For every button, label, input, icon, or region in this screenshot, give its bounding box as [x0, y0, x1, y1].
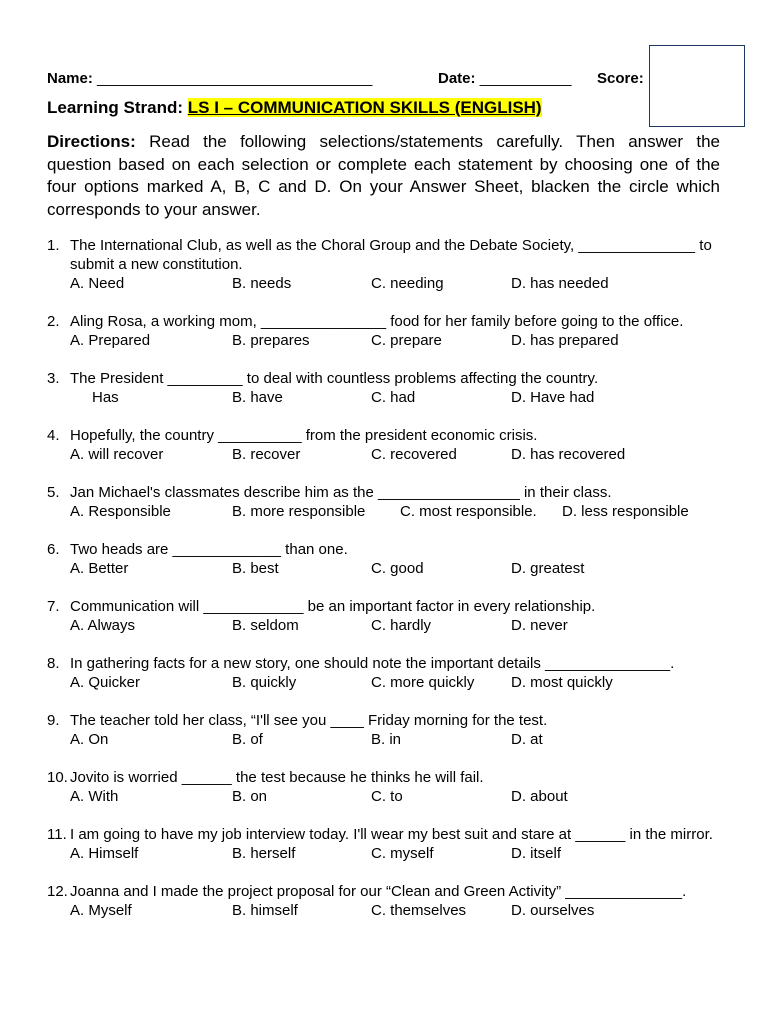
answer-option[interactable]: C. had	[371, 389, 416, 406]
answer-options	[47, 502, 727, 521]
answer-option[interactable]: C. myself	[371, 845, 434, 862]
answer-option[interactable]: B. have	[232, 389, 283, 406]
answer-option[interactable]: A. Prepared	[70, 332, 151, 349]
answer-option[interactable]: D. has recovered	[511, 446, 626, 463]
question-item	[47, 483, 727, 521]
date-blank[interactable]: ___________	[479, 70, 572, 87]
question-item	[47, 236, 727, 293]
question-number: 6.	[47, 541, 60, 558]
answer-option[interactable]: C. needing	[371, 275, 444, 292]
question-text: Two heads are _____________ than one.	[70, 541, 348, 558]
question-text: Jan Michael's classmates describe him as the _________________ in their class.	[70, 484, 612, 501]
answer-option[interactable]: D. about	[511, 788, 568, 805]
answer-option[interactable]: A. Always	[70, 617, 136, 634]
answer-option[interactable]: A. Myself	[70, 902, 132, 919]
answer-option[interactable]: B. more responsible	[232, 503, 366, 520]
answer-option[interactable]: C. more quickly	[371, 674, 475, 691]
answer-option[interactable]: C. to	[371, 788, 403, 805]
answer-option[interactable]: B. recover	[232, 446, 301, 463]
answer-option[interactable]: A. Need	[70, 275, 125, 292]
question-item	[47, 426, 727, 464]
answer-option[interactable]: B. of	[232, 731, 263, 748]
name-blank[interactable]: _________________________________	[97, 70, 373, 87]
answer-options	[47, 673, 727, 692]
answer-option[interactable]: B. best	[232, 560, 279, 577]
answer-option[interactable]: B. needs	[232, 275, 292, 292]
score-label: Score:	[597, 70, 644, 87]
answer-option[interactable]: D. has prepared	[511, 332, 619, 349]
answer-option[interactable]: D. never	[511, 617, 568, 634]
answer-option[interactable]: D. ourselves	[511, 902, 595, 919]
question-number: 8.	[47, 655, 60, 672]
question-number: 9.	[47, 712, 60, 729]
question-item	[47, 597, 727, 635]
question-item	[47, 882, 727, 920]
question-text: Aling Rosa, a working mom, _______________ food for her family before going to the office.	[70, 313, 684, 330]
header-date	[438, 70, 571, 87]
answer-options	[47, 274, 727, 293]
answer-option[interactable]: A. Responsible	[70, 503, 171, 520]
answer-option[interactable]: A. With	[70, 788, 119, 805]
date-label: Date:	[438, 70, 476, 87]
answer-option[interactable]: D. most quickly	[511, 674, 613, 691]
question-text: The President _________ to deal with countless problems affecting the country.	[70, 370, 599, 387]
answer-options	[47, 616, 727, 635]
answer-option[interactable]: C. themselves	[371, 902, 467, 919]
question-number: 11.	[47, 826, 67, 843]
answer-option[interactable]: D. at	[511, 731, 543, 748]
answer-option[interactable]: A. Himself	[70, 845, 139, 862]
answer-option[interactable]: B. himself	[232, 902, 298, 919]
question-text: Communication will ____________ be an important factor in every relationship.	[70, 598, 596, 615]
question-number: 4.	[47, 427, 60, 444]
score-box[interactable]	[649, 45, 745, 127]
answer-option[interactable]: D. less responsible	[562, 503, 689, 520]
question-number: 3.	[47, 370, 60, 387]
strand-value: LS I – COMMUNICATION SKILLS (ENGLISH)	[187, 98, 542, 117]
question-text: The teacher told her class, “I'll see you ____ Friday morning for the test.	[70, 712, 548, 729]
answer-option[interactable]: C. most responsible.	[400, 503, 537, 520]
answer-option[interactable]: B. on	[232, 788, 268, 805]
question-item	[47, 540, 727, 578]
answer-option[interactable]: B. quickly	[232, 674, 297, 691]
answer-option[interactable]: A. will recover	[70, 446, 164, 463]
learning-strand	[47, 98, 542, 118]
answer-option[interactable]: B. in	[371, 731, 402, 748]
answer-options	[47, 445, 727, 464]
question-item	[47, 654, 727, 692]
strand-label: Learning Strand:	[47, 98, 184, 117]
answer-option[interactable]: A. Better	[70, 560, 129, 577]
question-text: Hopefully, the country __________ from the president economic crisis.	[70, 427, 538, 444]
answer-option[interactable]: D. Have had	[511, 389, 595, 406]
name-label: Name:	[47, 70, 93, 87]
answer-option[interactable]: Has	[92, 389, 119, 406]
header-name	[47, 70, 372, 87]
question-text: In gathering facts for a new story, one should note the important details _______________.	[70, 655, 675, 672]
answer-options	[47, 331, 727, 350]
answer-option[interactable]: B. prepares	[232, 332, 310, 349]
header-score	[597, 70, 644, 87]
answer-option[interactable]: D. itself	[511, 845, 562, 862]
answer-option[interactable]: D. greatest	[511, 560, 585, 577]
question-number: 12.	[47, 883, 68, 900]
answer-option[interactable]: C. recovered	[371, 446, 457, 463]
answer-option[interactable]: D. has needed	[511, 275, 609, 292]
question-text: I am going to have my job interview today. I'll wear my best suit and stare at ______ in the mirror.	[70, 826, 713, 843]
answer-option[interactable]: A. On	[70, 731, 109, 748]
answer-options	[47, 844, 727, 863]
question-item	[47, 369, 727, 407]
question-item	[47, 312, 727, 350]
question-item	[47, 768, 727, 806]
question-text: Jovito is worried ______ the test because he thinks he will fail.	[70, 769, 484, 786]
question-list	[47, 236, 727, 939]
directions	[47, 131, 720, 221]
answer-option[interactable]: B. herself	[232, 845, 296, 862]
question-number: 7.	[47, 598, 60, 615]
answer-option[interactable]: C. hardly	[371, 617, 432, 634]
answer-options	[47, 388, 727, 407]
question-text: The International Club, as well as the Choral Group and the Debate Society, ______________ to submit a new constitution.	[70, 237, 712, 273]
answer-options	[47, 901, 727, 920]
answer-options	[47, 787, 727, 806]
question-number: 2.	[47, 313, 60, 330]
answer-option[interactable]: C. prepare	[371, 332, 442, 349]
directions-text: Read the following selections/statements carefully. Then answer the question based on each selection or complete each statement by choosing one of the four options marked A, B, C and D. On your Answer Sheet, blacken the circle which corresponds to your answer.	[47, 132, 720, 219]
directions-label: Directions:	[47, 132, 136, 151]
question-number: 1.	[47, 237, 60, 254]
question-number: 10.	[47, 769, 68, 786]
question-item	[47, 711, 727, 749]
question-number: 5.	[47, 484, 60, 501]
answer-option[interactable]: B. seldom	[232, 617, 299, 634]
answer-options	[47, 559, 727, 578]
question-item	[47, 825, 727, 863]
answer-option[interactable]: A. Quicker	[70, 674, 141, 691]
answer-options	[47, 730, 727, 749]
answer-option[interactable]: C. good	[371, 560, 424, 577]
question-text: Joanna and I made the project proposal for our “Clean and Green Activity” ______________.	[70, 883, 687, 900]
